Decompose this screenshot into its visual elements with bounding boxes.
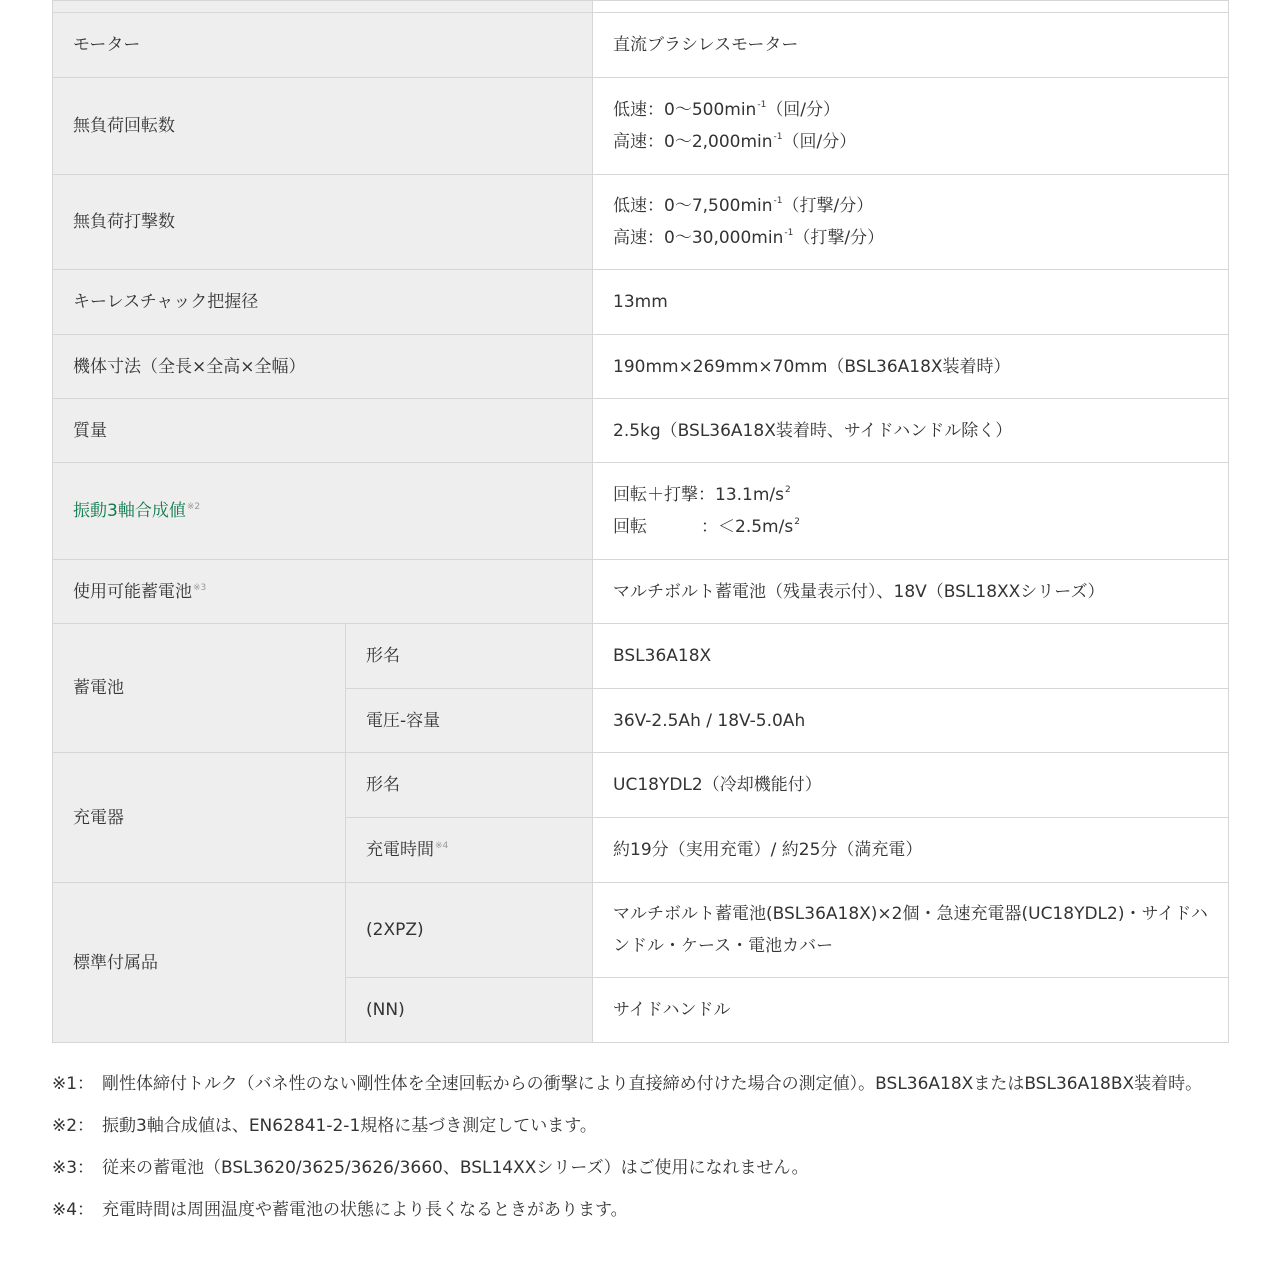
sub-label-battery-model: 形名 <box>346 624 593 689</box>
impact-high-exponent: -1 <box>784 228 794 238</box>
speed-high-text: 高速：0～2,000min <box>613 132 773 152</box>
table-row-motor <box>53 13 1229 78</box>
vibration-note-ref: ※2 <box>186 502 201 512</box>
row-value-motor: 直流ブラシレスモーター <box>593 13 1229 78</box>
table-row-vibration <box>53 463 1229 560</box>
footnote-text: 剛性体締付トルク（バネ性のない剛性体を全速回転からの衝撃により直接締め付けた場合の測定値）。BSL36A18XまたはBSL36A18BX装着時。 <box>102 1074 1203 1094</box>
cutoff-label-cell <box>53 1 593 13</box>
table-row-chuck <box>53 270 1229 335</box>
charger-time-label: 充電時間 <box>366 840 434 860</box>
charger-time-note-ref: ※4 <box>435 841 449 851</box>
sub-label-charger-model: 形名 <box>346 753 593 818</box>
row-value-battery-model: BSL36A18X <box>593 624 1229 689</box>
row-label-charger: 充電器 <box>53 753 346 883</box>
table-row-mass <box>53 399 1229 463</box>
footnotes <box>52 1068 1228 1236</box>
footnote-1 <box>52 1068 1228 1100</box>
table-row-charger-model <box>53 753 1229 818</box>
row-value-vibration <box>593 463 1229 560</box>
impact-low-unit: （打撃/分） <box>782 196 874 216</box>
table-row-battery-compat <box>53 560 1229 624</box>
row-label-vibration[interactable] <box>53 463 593 560</box>
row-value-mass: 2.5kg（BSL36A18X装着時、サイドハンドル除く） <box>593 399 1229 463</box>
footnote-text: 振動3軸合成値は、EN62841-2-1規格に基づき測定しています。 <box>102 1116 597 1136</box>
speed-high-exponent: -1 <box>773 132 783 142</box>
footnote-3 <box>52 1152 1228 1184</box>
footnote-text: 充電時間は周囲温度や蓄電池の状態により長くなるときがあります。 <box>102 1200 628 1220</box>
row-label-no-load-speed: 無負荷回転数 <box>53 78 593 175</box>
table-row-dimensions <box>53 335 1229 399</box>
impact-low-text: 低速：0～7,500min <box>613 196 773 216</box>
sub-label-accessories-set2: (NN) <box>346 978 593 1043</box>
battery-compat-note-ref: ※3 <box>193 582 207 593</box>
row-value-accessories-set1: マルチボルト蓄電池(BSL36A18X)×2個・急速充電器(UC18YDL2)・サイドハンドル・ケース・電池カバー <box>593 883 1229 978</box>
row-value-charger-model: UC18YDL2（冷却機能付） <box>593 753 1229 818</box>
vibration-line2-label: 回転 <box>613 517 647 537</box>
impact-high-text: 高速：0～30,000min <box>613 228 784 248</box>
row-value-impact-rate <box>593 175 1229 270</box>
row-label-motor: モーター <box>53 13 593 78</box>
row-value-chuck: 13mm <box>593 270 1229 335</box>
table-row-no-load-speed <box>53 78 1229 175</box>
vibration-line1-exponent: 2 <box>785 485 791 495</box>
sub-label-accessories-set1: (2XPZ) <box>346 883 593 978</box>
table-row-cutoff <box>53 1 1229 13</box>
vibration-line2-exponent: 2 <box>794 517 800 527</box>
row-label-chuck: キーレスチャック把握径 <box>53 270 593 335</box>
footnote-mark: ※3： <box>52 1158 95 1178</box>
spec-table-container <box>52 0 1228 1043</box>
row-value-no-load-speed <box>593 78 1229 175</box>
row-label-dimensions: 機体寸法（全長×全高×全幅） <box>53 335 593 399</box>
impact-high-unit: （打撃/分） <box>793 228 885 248</box>
cutoff-value-cell <box>593 1 1229 13</box>
row-value-accessories-set2: サイドハンドル <box>593 978 1229 1043</box>
row-value-dimensions: 190mm×269mm×70mm（BSL36A18X装着時） <box>593 335 1229 399</box>
row-label-mass: 質量 <box>53 399 593 463</box>
speed-high-unit: （回/分） <box>782 132 857 152</box>
vibration-link[interactable]: 振動3軸合成値 <box>73 501 186 521</box>
sub-label-battery-capacity: 電圧-容量 <box>346 689 593 753</box>
speed-low-unit: （回/分） <box>766 100 841 120</box>
vibration-line1: 回転＋打撃：13.1m/s <box>613 485 784 505</box>
row-label-battery: 蓄電池 <box>53 624 346 753</box>
table-row-accessories-set1 <box>53 883 1229 978</box>
impact-low-exponent: -1 <box>773 196 783 206</box>
row-value-battery-capacity: 36V-2.5Ah / 18V-5.0Ah <box>593 689 1229 753</box>
footnote-mark: ※1： <box>52 1074 95 1094</box>
row-value-charger-time: 約19分（実用充電）/ 約25分（満充電） <box>593 818 1229 883</box>
footnote-4 <box>52 1194 1228 1226</box>
spec-table <box>52 0 1229 1043</box>
footnote-2 <box>52 1110 1228 1142</box>
sub-label-charger-time <box>346 818 593 883</box>
row-value-battery-compat: マルチボルト蓄電池（残量表示付）、18V（BSL18XXシリーズ） <box>593 560 1229 624</box>
speed-low-text: 低速：0～500min <box>613 100 757 120</box>
footnote-mark: ※4： <box>52 1200 95 1220</box>
footnote-text: 従来の蓄電池（BSL3620/3625/3626/3660、BSL14XXシリーズ）はご使用になれません。 <box>102 1158 809 1178</box>
row-label-accessories: 標準付属品 <box>53 883 346 1043</box>
speed-low-exponent: -1 <box>757 100 767 110</box>
footnote-mark: ※2： <box>52 1116 95 1136</box>
table-row-impact-rate <box>53 175 1229 270</box>
row-label-battery-compat <box>53 560 593 624</box>
row-label-impact-rate: 無負荷打撃数 <box>53 175 593 270</box>
table-row-battery-model <box>53 624 1229 689</box>
battery-compat-label: 使用可能蓄電池 <box>73 581 192 602</box>
vibration-line2-value: ：＜2.5m/s <box>701 517 794 537</box>
